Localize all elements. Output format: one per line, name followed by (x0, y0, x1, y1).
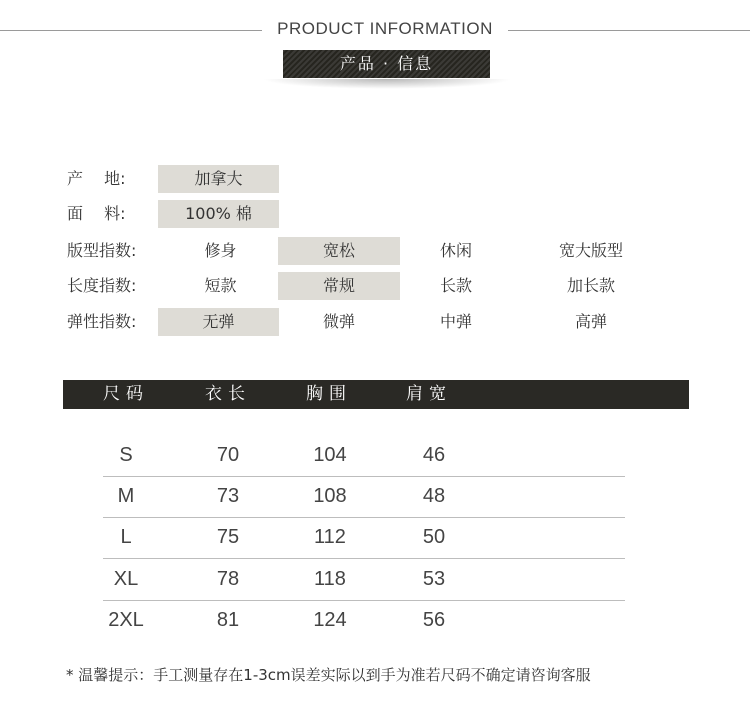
length-label: 长度指数: (67, 276, 137, 295)
measurement-note: * 温馨提示：手工测量存在1-3cm误差实际以到手为准若尺码不确定请咨询客服 (66, 666, 591, 684)
size-cell: 2XL (108, 609, 144, 631)
header-size: 尺码 (103, 384, 149, 404)
size-cell: S (119, 444, 133, 466)
shoulder-cell: 48 (422, 485, 446, 507)
elasticity-label: 弹性指数: (67, 312, 137, 331)
origin-label: 产 地: (67, 169, 126, 188)
length-option-regular: 常规 (278, 272, 400, 300)
fit-option-oversize: 宽大版型 (558, 241, 623, 260)
fit-option-slim: 修身 (204, 241, 237, 260)
size-cell: XL (113, 568, 139, 590)
length-cell: 70 (216, 444, 240, 466)
section-title: PRODUCT INFORMATION (277, 19, 493, 38)
header-divider-right (508, 30, 750, 31)
shoulder-cell: 46 (422, 444, 446, 466)
chest-cell: 124 (313, 609, 347, 631)
length-cell: 78 (216, 568, 240, 590)
material-value: 100% 棉 (158, 200, 279, 228)
length-cell: 81 (216, 609, 240, 631)
fit-label: 版型指数: (67, 241, 137, 260)
header-chest: 胸围 (306, 384, 352, 404)
elasticity-option-medium: 中弹 (439, 312, 472, 331)
length-cell: 75 (216, 526, 240, 548)
fit-option-casual: 休闲 (439, 241, 472, 260)
length-cell: 73 (216, 485, 240, 507)
elasticity-option-high: 高弹 (574, 312, 607, 331)
table-row (103, 600, 625, 641)
size-cell: M (117, 485, 135, 507)
length-option-long: 长款 (439, 276, 472, 295)
table-row (103, 517, 625, 559)
fit-option-loose: 宽松 (278, 237, 400, 265)
length-option-extra-long: 加长款 (566, 276, 615, 295)
chest-cell: 104 (313, 444, 347, 466)
shoulder-cell: 56 (422, 609, 446, 631)
band-shadow (262, 79, 512, 89)
material-label: 面 料: (67, 204, 126, 223)
chest-cell: 112 (314, 526, 346, 548)
elasticity-option-slight: 微弹 (322, 312, 355, 331)
chest-cell: 118 (314, 568, 346, 590)
header-length: 衣长 (205, 384, 251, 404)
shoulder-cell: 50 (422, 526, 446, 548)
header-shoulder: 肩宽 (406, 384, 452, 404)
elasticity-option-none: 无弹 (158, 308, 279, 336)
table-row (103, 476, 625, 518)
table-row (103, 435, 625, 477)
section-subtitle-band: 产品 · 信息 (283, 50, 490, 78)
origin-value: 加拿大 (158, 165, 279, 193)
size-table-header (63, 380, 689, 409)
shoulder-cell: 53 (422, 568, 446, 590)
size-cell: L (120, 526, 132, 548)
table-row (103, 559, 625, 601)
length-option-short: 短款 (204, 276, 237, 295)
header-divider-left (0, 30, 262, 31)
chest-cell: 108 (313, 485, 347, 507)
